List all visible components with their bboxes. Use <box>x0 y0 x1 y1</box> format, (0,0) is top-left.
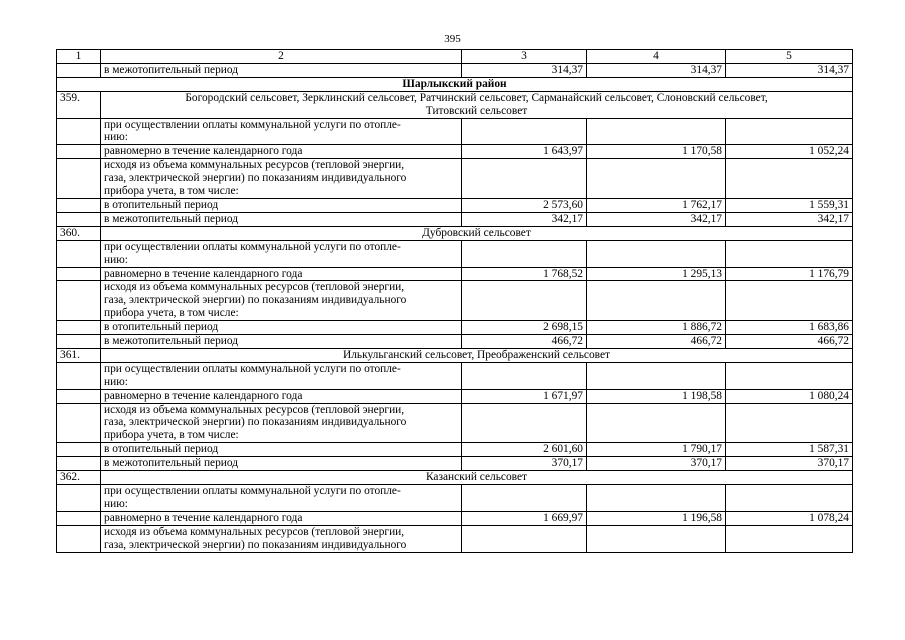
value-cell: 466,72 <box>726 335 853 349</box>
value-cell: 1 559,31 <box>726 198 853 212</box>
section-title: Богородский сельсовет, Зерклинский сельсовет, Ратчинский сельсовет, Сарманайский сельсовет, Слоновский сельсовет, Титовский сельсовет <box>101 91 853 118</box>
row-label: исходя из объема коммунальных ресурсов (тепловой энергии, газа, электрической энергии) по показаниям индивидуального прибора учета, в том числе: <box>101 159 462 199</box>
value-cell: 1 683,86 <box>726 321 853 335</box>
table-row <box>57 525 853 552</box>
value-cell: 1 643,97 <box>462 145 587 159</box>
section-header-row <box>57 226 853 240</box>
value-cell: 1 762,17 <box>587 198 726 212</box>
section-header-row <box>57 91 853 118</box>
row-label: равномерно в течение календарного года <box>101 267 462 281</box>
district-title: Шарлыкский район <box>57 77 853 91</box>
header-row <box>57 50 853 64</box>
header-cell-1: 1 <box>57 50 101 64</box>
table-row <box>57 198 853 212</box>
value-cell: 1 587,31 <box>726 443 853 457</box>
value-cell: 466,72 <box>462 335 587 349</box>
table-row <box>57 118 853 145</box>
row-label: в отопительный период <box>101 321 462 335</box>
table-row <box>57 403 853 443</box>
value-cell: 1 052,24 <box>726 145 853 159</box>
value-cell: 466,72 <box>587 335 726 349</box>
table-row <box>57 389 853 403</box>
row-label: в отопительный период <box>101 198 462 212</box>
row-label: исходя из объема коммунальных ресурсов (тепловой энергии, газа, электрической энергии) по показаниям индивидуального <box>101 525 462 552</box>
value-cell: 1 295,13 <box>587 267 726 281</box>
table-row <box>57 485 853 512</box>
row-label: равномерно в течение календарного года <box>101 389 462 403</box>
value-cell: 314,37 <box>726 63 853 77</box>
section-number: 361. <box>57 348 101 362</box>
header-cell-3: 3 <box>462 50 587 64</box>
section-title: Илькульганский сельсовет, Преображенский сельсовет <box>101 348 853 362</box>
section-number: 362. <box>57 471 101 485</box>
table-row <box>57 145 853 159</box>
table-row <box>57 443 853 457</box>
value-cell: 1 790,17 <box>587 443 726 457</box>
row-label: равномерно в течение календарного года <box>101 511 462 525</box>
row-label: в межотопительный период <box>101 335 462 349</box>
value-cell: 1 768,52 <box>462 267 587 281</box>
table-row <box>57 281 853 321</box>
value-cell: 2 698,15 <box>462 321 587 335</box>
value-cell: 1 176,79 <box>726 267 853 281</box>
table-row <box>57 335 853 349</box>
table-row <box>57 321 853 335</box>
value-cell: 342,17 <box>587 212 726 226</box>
value-cell: 1 198,58 <box>587 389 726 403</box>
header-cell-2: 2 <box>101 50 462 64</box>
section-header-row <box>57 471 853 485</box>
row-label: в отопительный период <box>101 443 462 457</box>
table-row <box>57 511 853 525</box>
value-cell: 314,37 <box>587 63 726 77</box>
value-cell: 2 601,60 <box>462 443 587 457</box>
page-number: 395 <box>444 33 461 45</box>
row-label: равномерно в течение календарного года <box>101 145 462 159</box>
table-row <box>57 240 853 267</box>
table-row <box>57 267 853 281</box>
value-cell: 342,17 <box>462 212 587 226</box>
row-label: исходя из объема коммунальных ресурсов (тепловой энергии, газа, электрической энергии) по показаниям индивидуального прибора учета, в том числе: <box>101 403 462 443</box>
row-label: при осуществлении оплаты коммунальной услуги по отопле- нию: <box>101 240 462 267</box>
section-title: Дубровский сельсовет <box>101 226 853 240</box>
value-cell: 370,17 <box>726 457 853 471</box>
value-cell: 370,17 <box>587 457 726 471</box>
table-row <box>57 212 853 226</box>
value-cell: 1 080,24 <box>726 389 853 403</box>
table-row <box>57 63 853 77</box>
table-row <box>57 457 853 471</box>
row-label: в межотопительный период <box>101 212 462 226</box>
value-cell: 342,17 <box>726 212 853 226</box>
header-cell-4: 4 <box>587 50 726 64</box>
section-header-row <box>57 348 853 362</box>
row-label: при осуществлении оплаты коммунальной услуги по отопле- нию: <box>101 485 462 512</box>
row-label: при осуществлении оплаты коммунальной услуги по отопле- нию: <box>101 362 462 389</box>
value-cell: 370,17 <box>462 457 587 471</box>
value-cell: 1 078,24 <box>726 511 853 525</box>
value-cell: 1 671,97 <box>462 389 587 403</box>
value-cell: 1 886,72 <box>587 321 726 335</box>
row-label: исходя из объема коммунальных ресурсов (тепловой энергии, газа, электрической энергии) по показаниям индивидуального прибора учета, в том числе: <box>101 281 462 321</box>
section-number: 359. <box>57 91 101 118</box>
row-label: при осуществлении оплаты коммунальной услуги по отопле- нию: <box>101 118 462 145</box>
district-row <box>57 77 853 91</box>
tariff-table <box>56 49 853 553</box>
value-cell: 314,37 <box>462 63 587 77</box>
section-title: Казанский сельсовет <box>101 471 853 485</box>
value-cell: 2 573,60 <box>462 198 587 212</box>
table-row <box>57 159 853 199</box>
value-cell: 1 196,58 <box>587 511 726 525</box>
table-row <box>57 362 853 389</box>
header-cell-5: 5 <box>726 50 853 64</box>
row-label: в межотопительный период <box>101 457 462 471</box>
section-number: 360. <box>57 226 101 240</box>
value-cell: 1 170,58 <box>587 145 726 159</box>
row-label: в межотопительный период <box>101 63 462 77</box>
value-cell: 1 669,97 <box>462 511 587 525</box>
